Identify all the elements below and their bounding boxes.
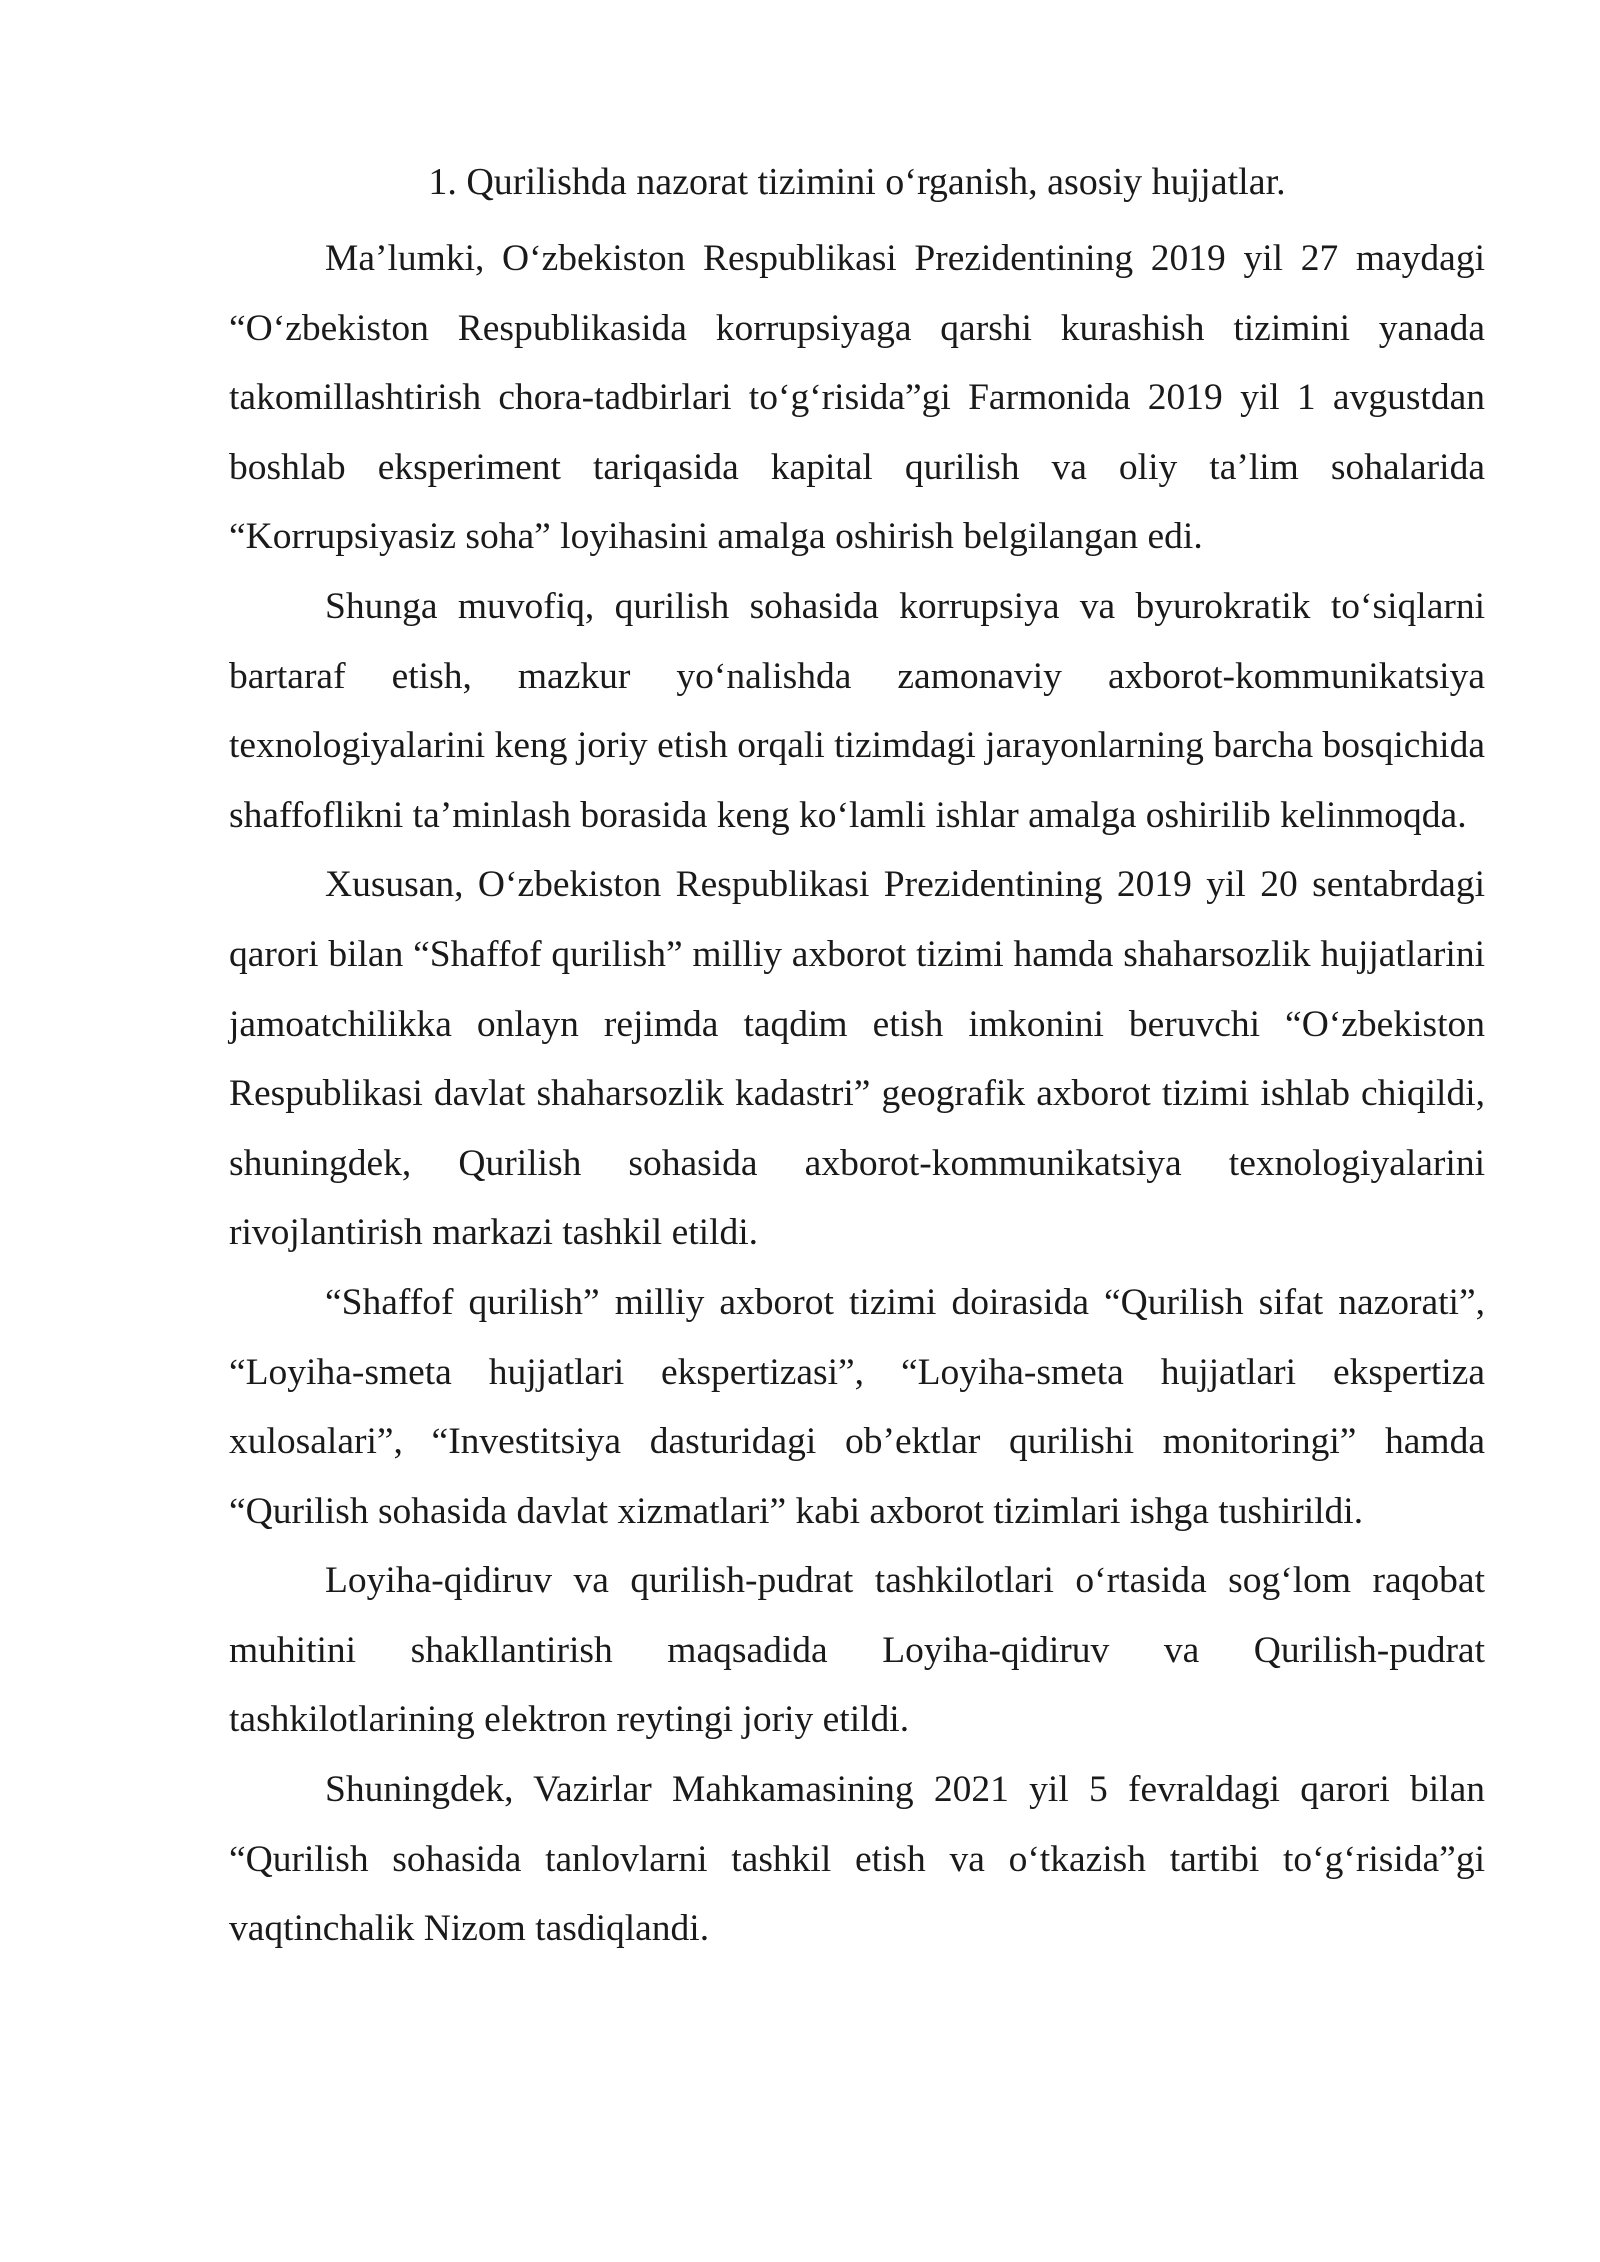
paragraph-3: Xususan, O‘zbekiston Respublikasi Prezidentining 2019 yil 20 sentabrdagi qarori bilan “Shaffof qurilish” milliy axborot tizimi hamda shaharsozlik hujjatlarini jamoatchilikka onlayn rejimda taqdim etish imkonini beruvchi “O‘zbekiston Respublikasi davlat shaharsozlik kadastri” geografik axborot tizimi ishlab chiqildi, shuningdek, Qurilish sohasida axborot-kommunikatsiya texnologiyalarini rivojlantirish markazi tashkil etildi. <box>229 864 1485 1254</box>
paragraph-2: Shunga muvofiq, qurilish sohasida korrupsiya va byurokratik to‘siqlarni bartaraf etish, mazkur yo‘nalishda zamonaviy axborot-kommunikatsiya texnologiyalarini keng joriy etish orqali tizimdagi jarayonlarning barcha bosqichida shaffoflikni ta’minlash borasida keng ko‘lamli ishlar amalga oshirilib kelinmoqda. <box>229 585 1485 836</box>
paragraph-5: Loyiha-qidiruv va qurilish-pudrat tashkilotlari o‘rtasida sog‘lom raqobat muhitini shakllantirish maqsadida Loyiha-qidiruv va Qurilish-pudrat tashkilotlarining elektron reytingi joriy etildi. <box>229 1560 1485 1741</box>
document-body <box>229 150 1485 1964</box>
section-heading: 1. Qurilishda nazorat tizimini o‘rganish, asosiy hujjatlar. <box>428 161 1286 203</box>
paragraph-4: “Shaffof qurilish” milliy axborot tizimi doirasida “Qurilish sifat nazorati”, “Loyiha-smeta hujjatlari ekspertizasi”, “Loyiha-smeta hujjatlari ekspertiza xulosalari”, “Investitsiya dasturidagi ob’ektlar qurilishi monitoringi” hamda “Qurilish sohasida davlat xizmatlari” kabi axborot tizimlari ishga tushirildi. <box>229 1281 1485 1532</box>
paragraph-6: Shuningdek, Vazirlar Mahkamasining 2021 yil 5 fevraldagi qarori bilan “Qurilish sohasida tanlovlarni tashkil etish va o‘tkazish tartibi to‘g‘risida”gi vaqtinchalik Nizom tasdiqlandi. <box>229 1769 1485 1950</box>
paragraph-1: Ma’lumki, O‘zbekiston Respublikasi Prezidentining 2019 yil 27 maydagi “O‘zbekiston Respublikasida korrupsiyaga qarshi kurashish tizimini yanada takomillashtirish chora-tadbirlari to‘g‘risida”gi Farmonida 2019 yil 1 avgustdan boshlab eksperiment tariqasida kapital qurilish va oliy ta’lim sohalarida “Korrupsiyasiz soha” loyihasini amalga oshirish belgilangan edi. <box>229 238 1485 558</box>
